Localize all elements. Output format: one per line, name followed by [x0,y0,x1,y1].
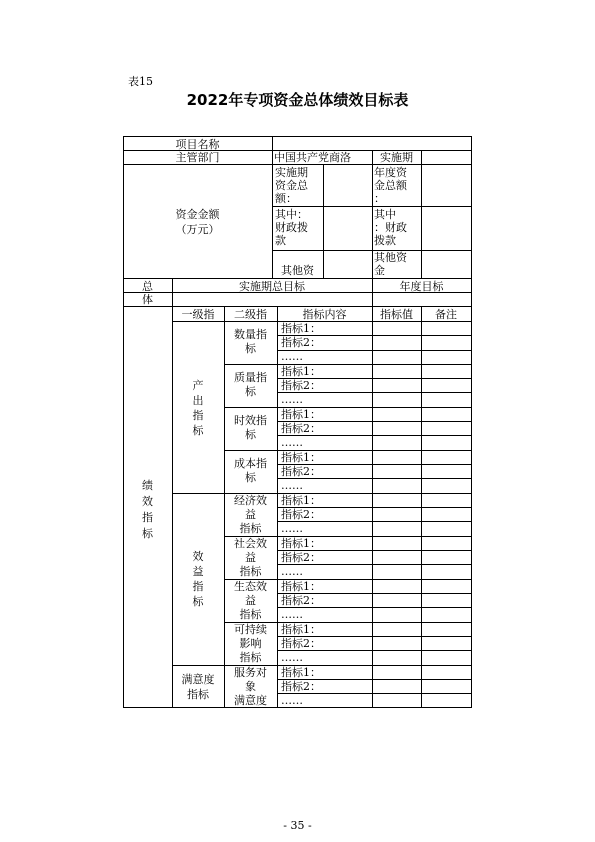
department-label: 主管部门 [175,151,220,164]
table-rule [272,136,273,279]
indicator-item: 指标1： [281,408,321,421]
ecological-benefit-label: 生态效 益 指标 [234,580,267,621]
indicator-item-more: …… [281,608,303,621]
indicator-item: 指标2： [281,594,321,607]
content-header: 指标内容 [302,308,347,321]
indicator-item-more: …… [281,522,303,535]
project-name-label: 项目名称 [175,138,220,151]
value-header: 指标值 [380,308,413,321]
annual-funds-label: 年度资 金总额 ： [374,166,407,205]
table-rule [123,278,472,279]
indicator-item: 指标2： [281,508,321,521]
indicator-item-more: …… [281,694,303,707]
economic-benefit-label: 经济效 益 指标 [234,494,267,535]
indicator-item: 指标2： [281,336,321,349]
fiscal-allocation-label-annual: 其中 ：财政 拨款 [374,208,407,247]
indicator-item: 指标2： [281,551,321,564]
table-rule [421,150,422,165]
total-funds-label: 实施期 资金总 额： [275,166,308,205]
indicator-item: 指标2： [281,465,321,478]
satisfaction-indicators-label: 满意度 指标 [181,673,215,701]
annual-goal-header: 年度目标 [399,280,444,293]
fiscal-allocation-label: 其中： 财政拨 款 [275,208,308,247]
indicator-item-more: …… [281,393,303,406]
indicator-item: 指标2： [281,379,321,392]
indicator-item: 指标2： [281,680,321,693]
indicator-item-more: …… [281,350,303,363]
indicator-item-more: …… [281,651,303,664]
cost-indicators-label: 成本指 标 [234,457,267,484]
indicator-item: 指标1： [281,494,321,507]
table-rule [123,306,472,307]
implementing-unit-label: 实施期 [380,151,413,164]
indicator-item: 指标1： [281,623,321,636]
indicator-item: 指标2： [281,637,321,650]
indicator-item: 指标1： [281,537,321,550]
indicator-item: 指标1： [281,580,321,593]
other-funds-label: 其他资 [281,264,314,277]
indicator-item: 指标1： [281,451,321,464]
page-number: - 35 - [283,819,312,832]
indicator-item: 指标1： [281,365,321,378]
other-funds-label-annual: 其他资 金 [374,251,407,277]
table-rule [123,164,472,165]
indicator-item: 指标2： [281,422,321,435]
indicator-item-more: …… [281,565,303,578]
quality-indicators-label: 质量指 标 [234,371,267,398]
service-satisfaction-label: 服务对 象 满意度 [234,666,267,707]
header-label: 一级指 [181,308,215,321]
indicator-item-more: …… [281,436,303,449]
quantity-indicators-label: 数量指 标 [234,328,267,355]
table-rule [272,250,472,251]
overall-goals-label: 总 体 [142,280,153,306]
sustainability-label: 可持续 影响 指标 [234,623,267,664]
timeliness-indicators-label: 时效指 标 [234,414,267,441]
table-rule [272,206,472,207]
indicator-item: 指标1： [281,322,321,335]
social-benefit-label: 社会效 益 指标 [234,537,267,578]
indicator-item-more: …… [281,479,303,492]
note-header: 备注 [435,308,457,321]
table-rule [421,164,422,279]
table-rule [372,164,373,279]
page-title: 2022年专项资金总体绩效目标表 [186,91,409,109]
implementation-goal-header: 实施期总目标 [239,280,305,293]
indicator-item: 指标1： [281,666,321,679]
table-rule [123,136,472,137]
table-number: 表15 [128,75,153,88]
output-indicators-label: 产 出 指 标 [192,379,204,437]
benefit-indicators-label: 效 益 指 标 [192,550,204,608]
department-value: 中国共产党商洛 [274,151,351,164]
table-rule [323,164,324,279]
table-rule [123,707,472,708]
performance-indicators-label: 绩 效 指 标 [142,479,153,540]
funds-amount-label: 资金金额 （万元） [175,208,220,236]
level2-header: 二级指 [234,308,267,321]
